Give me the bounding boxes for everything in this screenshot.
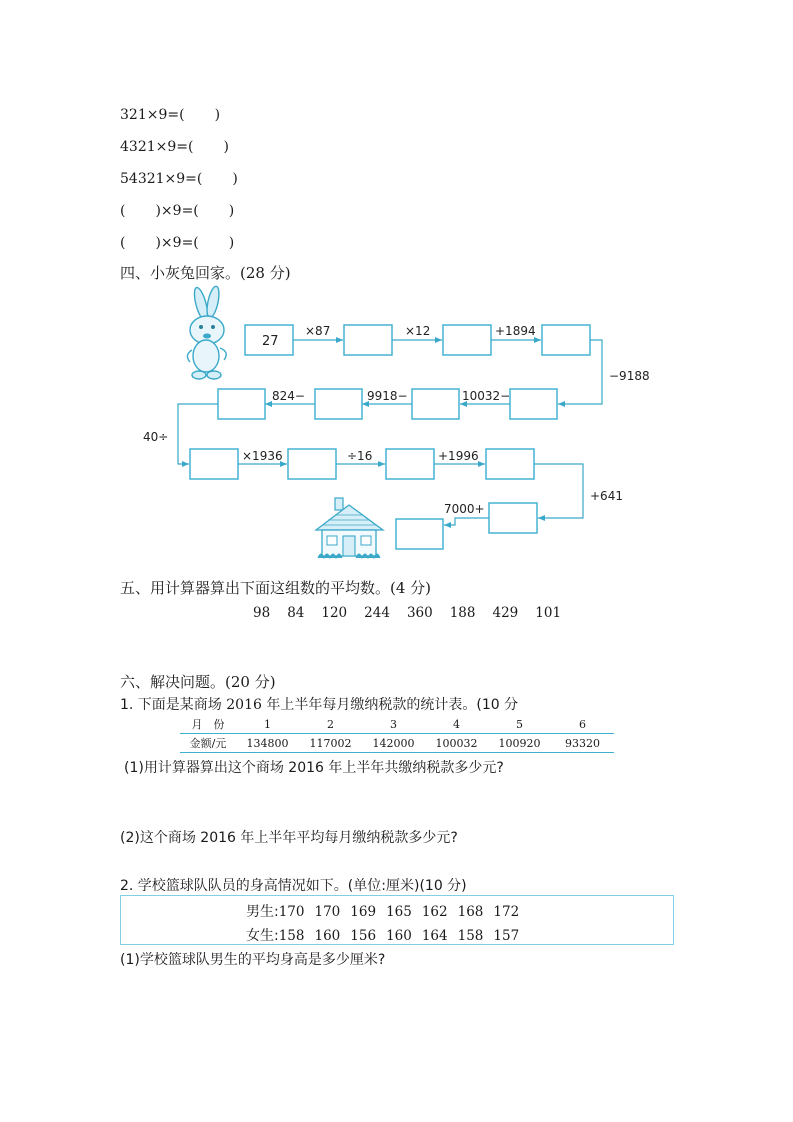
flow-box-10 — [386, 449, 434, 479]
number-item: 98 — [253, 605, 271, 621]
equation-4: ( )×9=( ) — [120, 203, 235, 219]
flow-box-8 — [190, 449, 238, 479]
question-1-text: 1. 下面是某商场 2016 年上半年每月缴纳税款的统计表。(10 分 — [120, 697, 519, 713]
average-numbers — [253, 602, 578, 621]
table-cell: 4 — [425, 715, 488, 734]
table-cell: 1 — [236, 715, 299, 734]
op-label-3: +1894 — [495, 324, 536, 338]
number-item: 84 — [287, 605, 305, 621]
flow-box-6 — [315, 389, 362, 419]
op-label-13: 7000+ — [444, 502, 485, 516]
table-cell: 100920 — [488, 734, 551, 753]
op-label-7: 824− — [272, 389, 305, 403]
table-cell: 93320 — [551, 734, 614, 753]
flow-box-11 — [486, 449, 534, 479]
flow-box-3 — [542, 325, 590, 355]
girls-heights-row: 女生:158 160 156 160 164 158 157 — [246, 928, 520, 944]
op-label-8: 40÷ — [143, 430, 169, 444]
tax-table — [180, 715, 614, 753]
section-6-heading: 六、解决问题。(20 分) — [120, 673, 276, 691]
question-1-sub-2: (2)这个商场 2016 年上半年平均每月缴纳税款多少元? — [120, 830, 458, 846]
section-5-heading: 五、用计算器算出下面这组数的平均数。(4 分) — [120, 579, 432, 597]
equation-5: ( )×9=( ) — [120, 235, 235, 251]
boys-heights-row: 男生:170 170 169 165 162 168 172 — [246, 904, 520, 920]
table-cell: 100032 — [425, 734, 488, 753]
table-cell: 3 — [362, 715, 425, 734]
number-item: 101 — [535, 605, 562, 621]
number-item: 244 — [364, 605, 390, 621]
op-label-12: +641 — [590, 489, 623, 503]
table-row — [180, 715, 614, 734]
op-label-10: ÷16 — [347, 449, 373, 463]
op-label-2: ×12 — [405, 324, 431, 338]
question-2-text: 2. 学校篮球队队员的身高情况如下。(单位:厘米)(10 分) — [120, 878, 467, 894]
number-item: 360 — [406, 605, 433, 621]
equation-2: 4321×9=( ) — [120, 139, 229, 155]
flow-box-4 — [510, 389, 557, 419]
number-item: 120 — [321, 605, 348, 621]
table-row — [180, 734, 614, 753]
house-icon — [316, 498, 383, 558]
table-cell: 117002 — [299, 734, 362, 753]
table-cell: 134800 — [236, 734, 299, 753]
table-header-amount: 金额/元 — [180, 734, 236, 753]
equation-3: 54321×9=( ) — [120, 171, 238, 187]
op-label-1: ×87 — [305, 324, 331, 338]
question-2-sub-1: (1)学校篮球队男生的平均身高是多少厘米? — [120, 952, 386, 968]
flow-box-final — [396, 519, 443, 549]
table-cell: 5 — [488, 715, 551, 734]
flow-box-2 — [443, 325, 491, 355]
table-cell: 142000 — [362, 734, 425, 753]
rabbit-icon — [187, 285, 226, 379]
flow-box-9 — [288, 449, 336, 479]
number-item: 188 — [449, 605, 476, 621]
equation-1: 321×9=( ) — [120, 107, 221, 123]
op-label-4: −9188 — [609, 369, 650, 383]
op-label-9: ×1936 — [242, 449, 283, 463]
table-cell: 2 — [299, 715, 362, 734]
flow-box-7 — [218, 389, 265, 419]
question-1-sub-1: (1)用计算器算出这个商场 2016 年上半年共缴纳税款多少元? — [124, 760, 504, 776]
flow-box-5 — [412, 389, 459, 419]
flow-box-1 — [344, 325, 392, 355]
op-label-6: 9918− — [367, 389, 408, 403]
op-label-11: +1996 — [438, 449, 479, 463]
table-header-month: 月 份 — [180, 715, 236, 734]
section-4-heading: 四、小灰兔回家。(28 分) — [120, 264, 291, 282]
flow-box-12 — [489, 503, 537, 533]
table-cell: 6 — [551, 715, 614, 734]
op-label-5: 10032− — [462, 389, 511, 403]
number-item: 429 — [492, 605, 519, 621]
flow-start-value: 27 — [262, 334, 279, 349]
